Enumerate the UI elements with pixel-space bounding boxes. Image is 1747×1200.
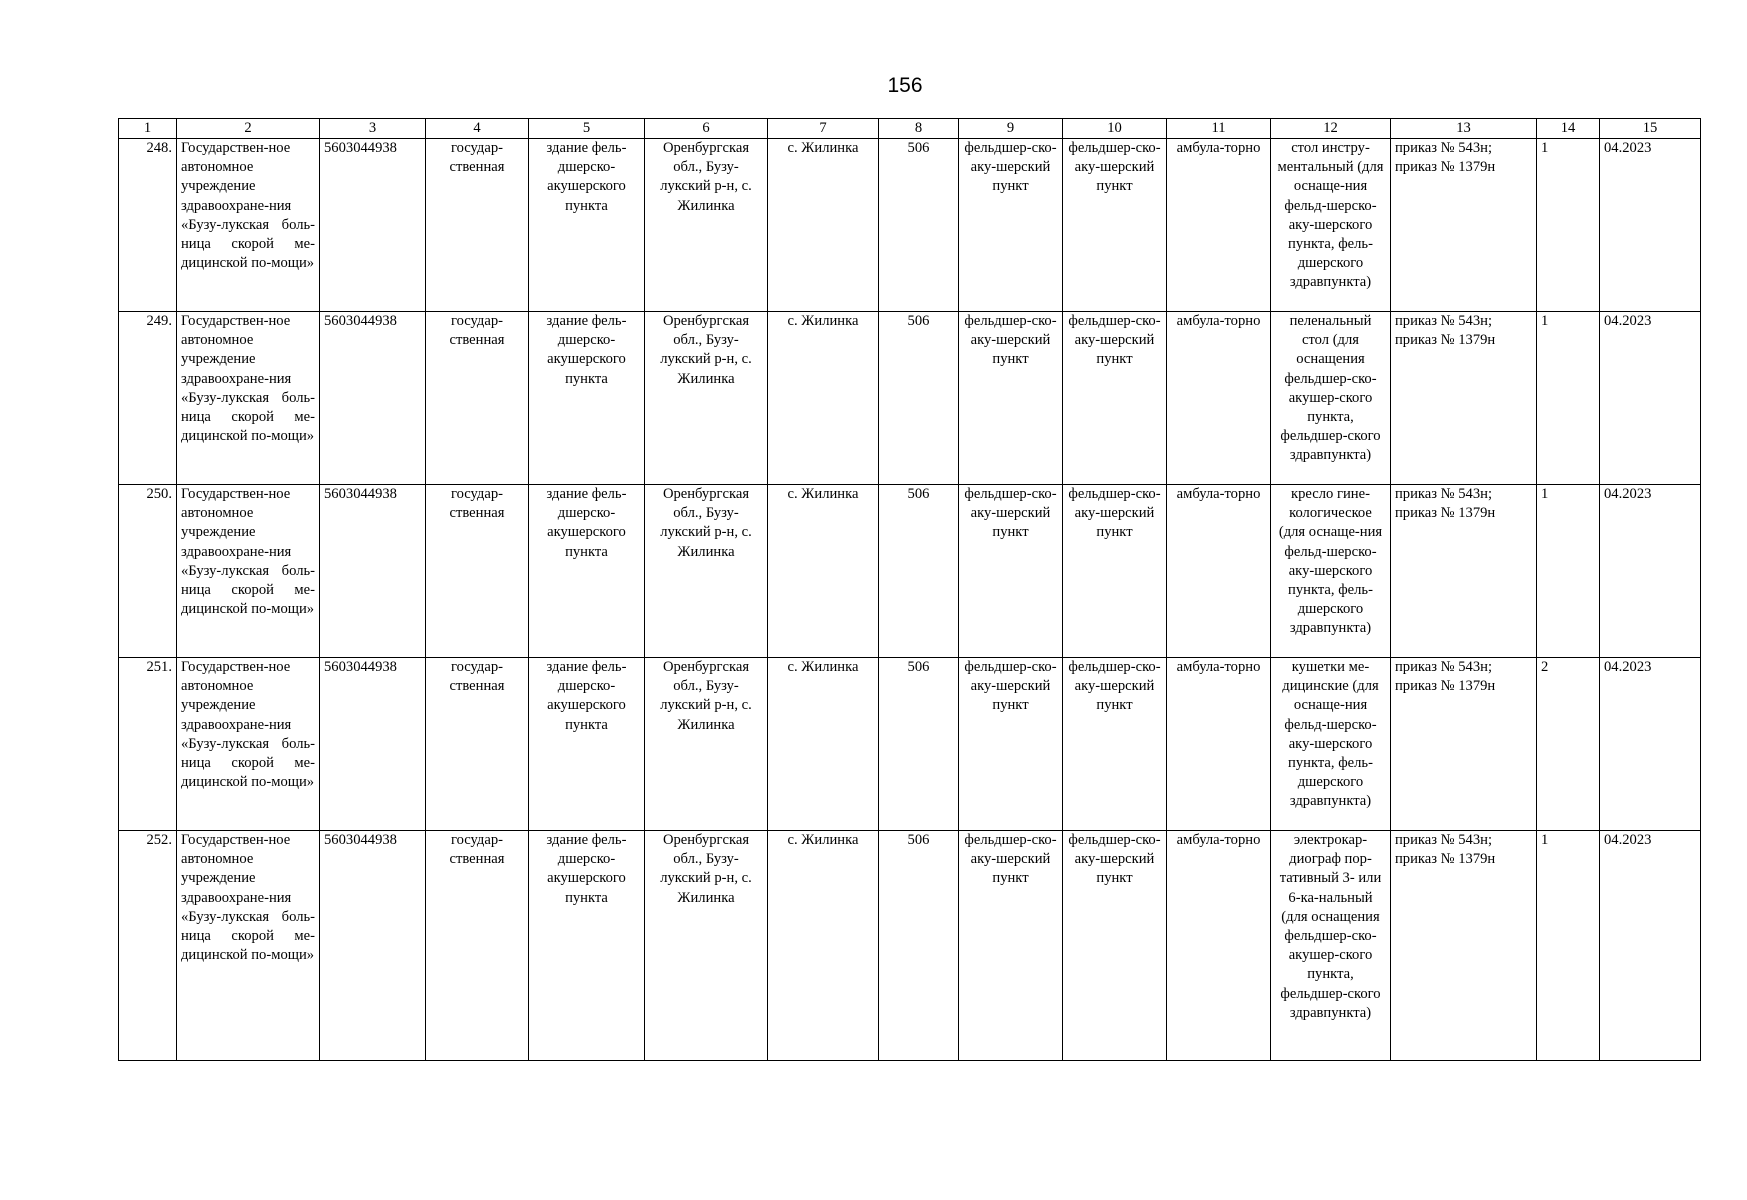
column-header: 8 xyxy=(879,119,959,139)
settlement-cell: с. Жилинка xyxy=(768,831,879,1061)
column-header: 2 xyxy=(177,119,320,139)
date-cell: 04.2023 xyxy=(1600,658,1701,831)
date-cell: 04.2023 xyxy=(1600,312,1701,485)
quantity-cell: 1 xyxy=(1537,312,1600,485)
ownership-cell: государ-ственная xyxy=(426,139,529,312)
table-row xyxy=(119,485,1701,658)
settlement-cell: с. Жилинка xyxy=(768,312,879,485)
registry-table xyxy=(118,118,1701,1061)
unit-type-cell: фельдшер-ско-аку-шерский пункт xyxy=(959,658,1063,831)
date-cell: 04.2023 xyxy=(1600,485,1701,658)
equipment-cell: кушетки ме-дицинские (для оснаще-ния фельд-шерско-аку-шерского пункта, фель-дшерского здравпункта) xyxy=(1271,658,1391,831)
inn-cell: 5603044938 xyxy=(320,831,426,1061)
building-cell: здание фель-дшерско-акушерского пункта xyxy=(529,139,645,312)
code-cell: 506 xyxy=(879,485,959,658)
organization-cell: Государствен-ное автономное учреждение здравоохране-ния «Бузу-лукская боль-ница скорой ме-дицинской по-мощи» xyxy=(177,831,320,1061)
unit-type-cell: фельдшер-ско-аку-шерский пункт xyxy=(959,831,1063,1061)
row-number: 249. xyxy=(119,312,177,485)
code-cell: 506 xyxy=(879,658,959,831)
organization-cell: Государствен-ное автономное учреждение здравоохране-ния «Бузу-лукская боль-ница скорой ме-дицинской по-мощи» xyxy=(177,658,320,831)
column-header: 13 xyxy=(1391,119,1537,139)
inn-cell: 5603044938 xyxy=(320,312,426,485)
ownership-cell: государ-ственная xyxy=(426,831,529,1061)
unit-type-cell: фельдшер-ско-аку-шерский пункт xyxy=(959,139,1063,312)
quantity-cell: 1 xyxy=(1537,139,1600,312)
settlement-cell: с. Жилинка xyxy=(768,485,879,658)
order-cell: приказ № 543н; приказ № 1379н xyxy=(1391,312,1537,485)
table-row xyxy=(119,139,1701,312)
unit-name-cell: фельдшер-ско-аку-шерский пункт xyxy=(1063,658,1167,831)
address-cell: Оренбургская обл., Бузу-лукский р-н, с. Жилинка xyxy=(645,658,768,831)
code-cell: 506 xyxy=(879,312,959,485)
care-form-cell: амбула-торно xyxy=(1167,831,1271,1061)
header-row xyxy=(119,119,1701,139)
column-header: 15 xyxy=(1600,119,1701,139)
column-header: 14 xyxy=(1537,119,1600,139)
table-row xyxy=(119,312,1701,485)
row-number: 250. xyxy=(119,485,177,658)
column-header: 9 xyxy=(959,119,1063,139)
column-header: 1 xyxy=(119,119,177,139)
equipment-cell: электрокар-диограф пор-тативный 3- или 6-ка-нальный (для оснащения фельдшер-ско-акушер-ского пункта, фельдшер-ского здравпункта) xyxy=(1271,831,1391,1061)
order-cell: приказ № 543н; приказ № 1379н xyxy=(1391,831,1537,1061)
unit-name-cell: фельдшер-ско-аку-шерский пункт xyxy=(1063,831,1167,1061)
order-cell: приказ № 543н; приказ № 1379н xyxy=(1391,139,1537,312)
building-cell: здание фель-дшерско-акушерского пункта xyxy=(529,485,645,658)
column-header: 11 xyxy=(1167,119,1271,139)
unit-name-cell: фельдшер-ско-аку-шерский пункт xyxy=(1063,312,1167,485)
code-cell: 506 xyxy=(879,831,959,1061)
settlement-cell: с. Жилинка xyxy=(768,139,879,312)
quantity-cell: 1 xyxy=(1537,831,1600,1061)
order-cell: приказ № 543н; приказ № 1379н xyxy=(1391,485,1537,658)
address-cell: Оренбургская обл., Бузу-лукский р-н, с. Жилинка xyxy=(645,312,768,485)
date-cell: 04.2023 xyxy=(1600,831,1701,1061)
column-header: 10 xyxy=(1063,119,1167,139)
page-number: 156 xyxy=(887,74,923,97)
unit-type-cell: фельдшер-ско-аку-шерский пункт xyxy=(959,485,1063,658)
table-row xyxy=(119,658,1701,831)
building-cell: здание фель-дшерско-акушерского пункта xyxy=(529,312,645,485)
column-header: 5 xyxy=(529,119,645,139)
settlement-cell: с. Жилинка xyxy=(768,658,879,831)
unit-name-cell: фельдшер-ско-аку-шерский пункт xyxy=(1063,139,1167,312)
equipment-cell: пеленальный стол (для оснащения фельдшер-ско-акушер-ского пункта, фельдшер-ского здравпункта) xyxy=(1271,312,1391,485)
unit-type-cell: фельдшер-ско-аку-шерский пункт xyxy=(959,312,1063,485)
equipment-cell: стол инстру-ментальный (для оснаще-ния фельд-шерско-аку-шерского пункта, фель-дшерского здравпункта) xyxy=(1271,139,1391,312)
building-cell: здание фель-дшерско-акушерского пункта xyxy=(529,831,645,1061)
column-header: 6 xyxy=(645,119,768,139)
care-form-cell: амбула-торно xyxy=(1167,139,1271,312)
inn-cell: 5603044938 xyxy=(320,139,426,312)
ownership-cell: государ-ственная xyxy=(426,312,529,485)
address-cell: Оренбургская обл., Бузу-лукский р-н, с. Жилинка xyxy=(645,831,768,1061)
organization-cell: Государствен-ное автономное учреждение здравоохране-ния «Бузу-лукская боль-ница скорой ме-дицинской по-мощи» xyxy=(177,312,320,485)
address-cell: Оренбургская обл., Бузу-лукский р-н, с. Жилинка xyxy=(645,485,768,658)
column-header: 3 xyxy=(320,119,426,139)
care-form-cell: амбула-торно xyxy=(1167,658,1271,831)
quantity-cell: 1 xyxy=(1537,485,1600,658)
unit-name-cell: фельдшер-ско-аку-шерский пункт xyxy=(1063,485,1167,658)
organization-cell: Государствен-ное автономное учреждение здравоохране-ния «Бузу-лукская боль-ница скорой ме-дицинской по-мощи» xyxy=(177,139,320,312)
address-cell: Оренбургская обл., Бузу-лукский р-н, с. Жилинка xyxy=(645,139,768,312)
code-cell: 506 xyxy=(879,139,959,312)
building-cell: здание фель-дшерско-акушерского пункта xyxy=(529,658,645,831)
inn-cell: 5603044938 xyxy=(320,658,426,831)
order-cell: приказ № 543н; приказ № 1379н xyxy=(1391,658,1537,831)
column-header: 7 xyxy=(768,119,879,139)
equipment-cell: кресло гине-кологическое (для оснаще-ния фельд-шерско-аку-шерского пункта, фель-дшерского здравпункта) xyxy=(1271,485,1391,658)
row-number: 252. xyxy=(119,831,177,1061)
quantity-cell: 2 xyxy=(1537,658,1600,831)
row-number: 251. xyxy=(119,658,177,831)
care-form-cell: амбула-торно xyxy=(1167,312,1271,485)
inn-cell: 5603044938 xyxy=(320,485,426,658)
ownership-cell: государ-ственная xyxy=(426,485,529,658)
ownership-cell: государ-ственная xyxy=(426,658,529,831)
column-header: 4 xyxy=(426,119,529,139)
table-row xyxy=(119,831,1701,1061)
care-form-cell: амбула-торно xyxy=(1167,485,1271,658)
organization-cell: Государствен-ное автономное учреждение здравоохране-ния «Бузу-лукская боль-ница скорой ме-дицинской по-мощи» xyxy=(177,485,320,658)
column-header: 12 xyxy=(1271,119,1391,139)
date-cell: 04.2023 xyxy=(1600,139,1701,312)
row-number: 248. xyxy=(119,139,177,312)
